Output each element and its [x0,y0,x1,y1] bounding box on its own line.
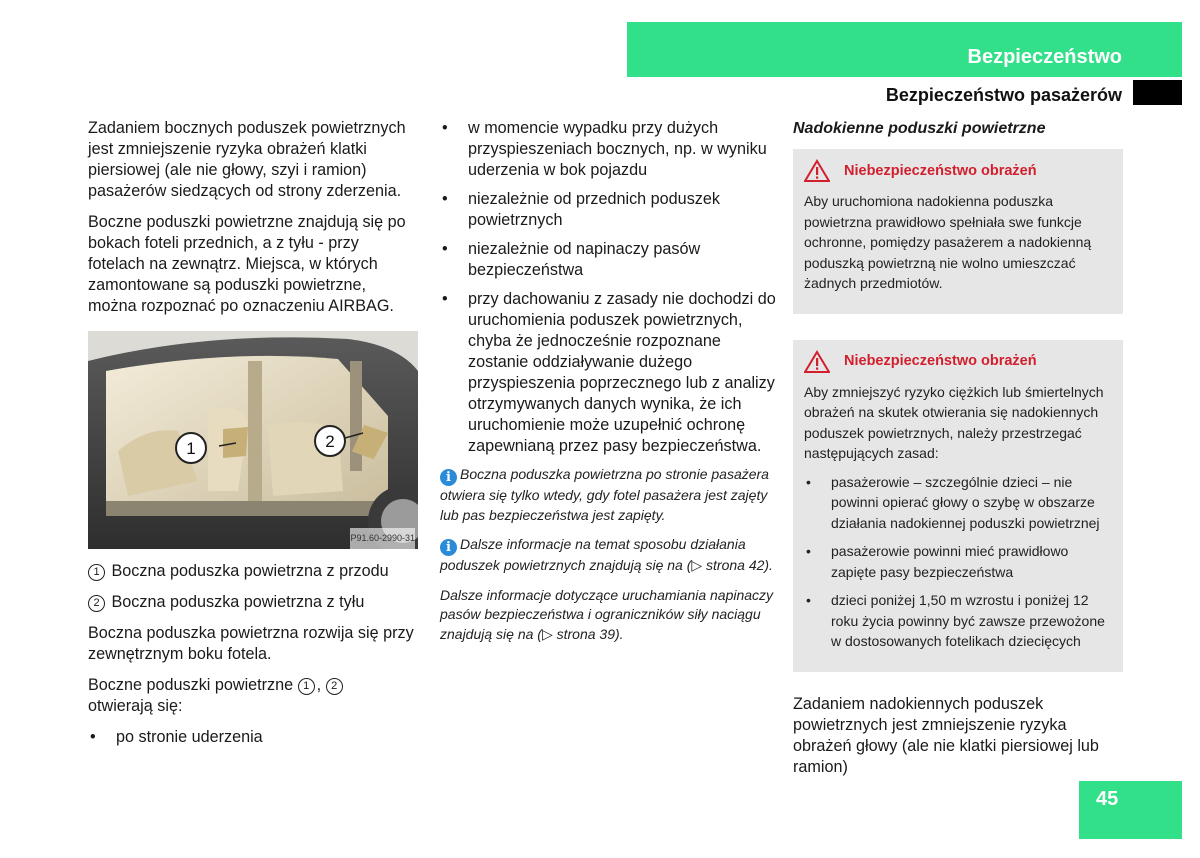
list-item: • dzieci poniżej 1,50 m wzrostu i poniżej 12 roku życia powinny być zawsze przewożone w dostosowanych fotelikach dziecięcych [804,590,1112,652]
callout-1-marker: 1 [88,564,105,581]
car-interior-photo [88,331,418,549]
car-interior-illustration [88,331,418,549]
paragraph: Boczne poduszki powietrzne znajdują się po bokach foteli przednich, a z tyłu - przy fotelach na zewnątrz. Miejsca, w których zamontowane są poduszki powietrzne, można rozpoznać po oznaczeniu AIRBAG. [88,213,406,315]
caption-1 [88,561,418,582]
info-note [440,535,776,576]
caption-2-text: Boczna poduszka powietrzna z tyłu [111,593,365,611]
paragraph: Zadaniem bocznych poduszek powietrznych jest zmniejszenie ryzyka obrażeń klatki piersiowej (ale nie głowy, szyi i ramion) pasażerów siedzących od strony zderzenia. [88,119,406,200]
column-right [793,118,1123,788]
paragraph: Zadaniem nadokiennych poduszek powietrznych jest zmniejszenie ryzyka obrażeń głowy (ale nie klatki piersiowej lub ramion) [793,694,1099,776]
info-note-text: Dalsze informacje na temat sposobu działania poduszek powietrznych znajdują się na (▷ strona 42). [440,536,773,573]
info-note-text: Boczna poduszka powietrzna po stronie pasażera otwiera się tylko wtedy, gdy fotel pasażera jest zajęty lub pas bezpieczeństwa jest zapięty. [440,466,769,523]
list-item: • niezależnie od przednich poduszek powietrznych [440,189,776,231]
caption-1-text: Boczna poduszka powietrzna z przodu [111,562,389,580]
info-note [440,465,776,525]
column-middle [440,118,776,654]
warning-triangle-icon [804,159,830,183]
paragraph-text: Boczne poduszki powietrzne [88,676,294,694]
warning-triangle-icon [804,350,830,374]
list-item: • przy dachowaniu z zasady nie dochodzi do uruchomienia poduszek powietrznych, chyba że jednocześnie rozpoznane zostanie oddziaływanie dużego przyspieszenia poprzecznego lub z analizy otrzymywanych danych wynika, że ich uruchomienie może uzupełnić ochronę zapewnianą przez pasy bezpieczeństwa. [440,289,776,457]
warning-title: Niebezpieczeństwo obrażeń [844,353,1037,370]
section-title: Bezpieczeństwo [967,46,1122,68]
callout-2-marker: 2 [326,678,343,695]
list-item: • po stronie uderzenia [88,727,418,748]
paragraph-text: otwierają się: [88,697,183,715]
reference-note: Dalsze informacje dotyczące uruchamiania napinaczy pasów bezpieczeństwa i ograniczników siły naciągu znajdują się na (▷ strona 39). [440,586,774,642]
caption-2 [88,592,418,613]
info-icon: i [440,469,457,486]
callout-2-marker: 2 [88,595,105,612]
list-item: • pasażerowie powinni mieć prawidłowo zapięte pasy bezpieczeństwa [804,541,1112,582]
paragraph-callouts: Boczne poduszki powietrzne 1 , 2 otwierają się: [88,675,418,717]
list-item: • pasażerowie – szczególnie dzieci – nie powinni opierać głowy o szybę w obszarze działania nadokiennej poduszki powietrznej [804,472,1112,534]
photo-callout-1: 1 [186,439,196,458]
subsection-title: Bezpieczeństwo pasażerów [885,85,1122,105]
warning-text: Aby uruchomiona nadokienna poduszka powietrzna prawidłowo spełniała swe funkcje ochronne, pomiędzy pasażerem a nadokienną poduszką powietrzną nie wolno umieszczać żadnych przedmiotów. [804,193,1092,291]
photo-callout-2: 2 [325,432,335,451]
column-left [88,118,418,756]
paragraph: Boczna poduszka powietrzna rozwija się przy zewnętrznym boku fotela. [88,624,414,663]
list-item: • w momencie wypadku przy dużych przyspieszeniach bocznych, np. w wyniku uderzenia w bok pojazdu [440,118,776,181]
info-icon: i [440,539,457,556]
section-heading: Nadokienne poduszki powietrzne [793,120,1046,137]
photo-code: P91.60-2990-31 [350,528,415,549]
warning-header [804,350,1112,374]
warning-box [793,340,1123,672]
bullet-list [88,727,418,748]
warning-bullet-list [804,472,1112,652]
callout-1-marker: 1 [298,678,315,695]
page-number-box [1079,781,1182,839]
warning-box [793,149,1123,314]
warning-text: Aby zmniejszyć ryzyko ciężkich lub śmiertelnych obrażeń na skutek otwierania się nadokiennych poduszek powietrznych, należy przestrzegać następujących zasad: [804,383,1104,461]
bullet-list [440,118,776,457]
section-tab-marker [1133,80,1182,105]
warning-title: Niebezpieczeństwo obrażeń [844,162,1037,179]
warning-header [804,159,1112,183]
page-number: 45 [1096,788,1119,810]
list-item: • niezależnie od napinaczy pasów bezpieczeństwa [440,239,776,281]
